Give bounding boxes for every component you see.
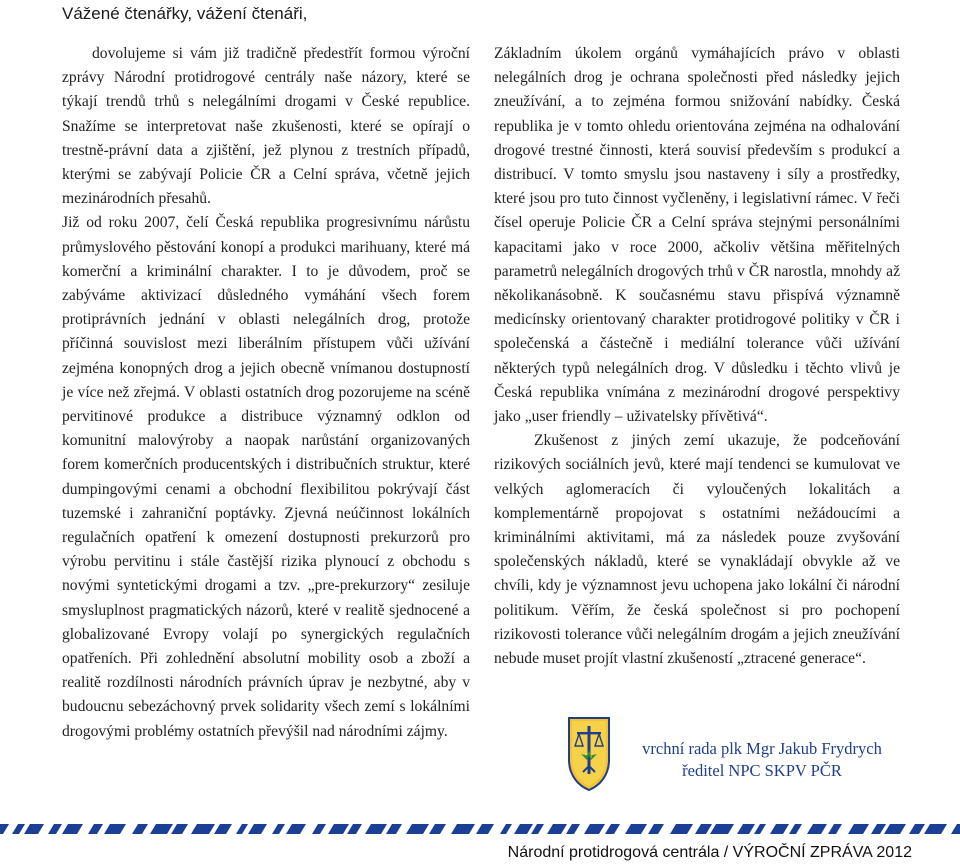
footer-stripe <box>770 824 789 834</box>
footer-stripe <box>514 824 533 834</box>
footer-stripe <box>236 824 248 834</box>
footer-stripe <box>347 824 362 834</box>
footer-stripe <box>807 824 827 834</box>
footer-stripe <box>104 824 126 834</box>
footer-stripe <box>625 824 647 834</box>
footer-stripe <box>406 824 429 834</box>
footer-stripe <box>150 824 173 834</box>
footer-stripe <box>0 824 9 834</box>
footer-stripe <box>566 824 580 834</box>
footer-stripe <box>48 824 62 834</box>
footer-stripe <box>909 824 925 834</box>
footer-stripe <box>386 824 402 834</box>
footer-stripe <box>924 824 947 834</box>
footer-stripe <box>531 824 544 834</box>
footer-stripe <box>476 824 494 834</box>
footer-stripe <box>848 824 869 834</box>
footer-stripe <box>171 824 188 834</box>
footer-stripe <box>62 824 83 834</box>
signature-text <box>622 738 902 782</box>
footer-stripe <box>429 824 446 834</box>
footer-stripe <box>695 824 712 834</box>
footer-text: Národní protidrogová centrála / VÝROČNÍ ZPRÁVA 2012 <box>507 844 912 861</box>
footer-stripe <box>132 824 148 834</box>
footer-stripe <box>951 824 960 834</box>
right-column <box>494 42 900 671</box>
footer-stripe <box>365 824 387 834</box>
footer <box>0 824 960 865</box>
footer-stripe <box>88 824 103 834</box>
footer-stripes <box>0 824 960 834</box>
footer-stripe <box>272 824 285 834</box>
footer-stripe <box>584 824 605 834</box>
footer-stripe <box>884 824 906 834</box>
footer-stripe <box>328 824 349 834</box>
footer-stripe <box>710 824 734 834</box>
footer-stripe <box>547 824 567 834</box>
signature-name: vrchní rada plk Mgr Jakub Frydrych <box>642 739 882 758</box>
footer-stripe <box>670 824 693 834</box>
signature-block <box>566 716 906 796</box>
footer-stripe <box>24 824 44 834</box>
footer-stripe <box>451 824 475 834</box>
footer-stripe <box>648 824 664 834</box>
left-paragraph-1: dovolujeme si vám již tradičně předestřít formou výroční zprávy Národní protidrogové centrály naše názory, které se týkají trendů trhů s nelegálními drogami v České republice. Snažíme se interpretovat naše zkušenosti, které se opírají o trestně-právní data a zjištění, jež plynou z trestních případů, kterými se zabývají Policie ČR a Celní správa, včetně jejich mezinárodních přesahů. <box>62 45 470 208</box>
footer-stripe <box>754 824 766 834</box>
footer-stripe <box>500 824 512 834</box>
footer-stripe <box>248 824 267 834</box>
right-paragraph-2: Zkušenost z jiných zemí ukazuje, že podceňování rizikových sociálních jevů, které mají tendenci se kumulovat ve velkých aglomeracích či vyloučených lokalitách a komplementárně propojovat s ostatními nežádoucími a kriminálními aktivitami, má za následek pouze zvyšování společenských nákladů, které se vynakládají obvykle až ve chvíli, kdy je významnost jevu uchopena jako lokální či národní politikum. Věřím, že česká společnost si pro pochopení rizikovosti tolerance vůči nelegálním drogám a jejich zneužívání nebude muset projít vlastní zkušeností „ztracené generace“. <box>494 432 900 668</box>
footer-stripe <box>191 824 215 834</box>
footer-stripe <box>871 824 886 834</box>
left-paragraph-2: Již od roku 2007, čelí Česká republika progresivnímu nárůstu průmyslového pěstování konopí a produkci marihuany, které má komerční a kriminální charakter. I to je důvodem, proč se zabýváme aktivizací důsledného vymáhání všech forem protiprávních jednání v oblasti nelegálních drog, protože příčinná souvislost mezi liberálním přístupem vůči užívání zejména konopných drog a jejich obecně vnímanou dostupností je více než zřejmá. V oblasti ostatních drog pozorujeme na scéně pervitinové produkce a distribuce významný odklon od komunitní malovýroby a naopak narůstání organizovaných forem komerčních producentských i distribučních struktur, které dumpingovými cenami a obchodní flexibilitou pokrývají část tuzemské i zahraniční poptávky. Zjevná neúčinnost lokálních regulačních opatření k omezení dostupnosti prekurzorů pro výrobu pervitinu i stále častější rizika plynoucí z obchodu s novými syntetickými drogami a tzv. „pre-prekurzory“ zesiluje smysluplnost pragmatických názorů, které v realitě sjednocené a globalizované Evropy volají po synergických regulačních opatřeních. Při zohlednění absolutní mobility osob a zboží a realitě rozdílnosti národních právních úprav je nezbytné, aby v budoucnu sebezáchovný prvek solidarity všech zemí s lokálními drogovými problémy ostatních převýšil nad národními zájmy. <box>62 214 470 740</box>
footer-stripe <box>605 824 620 834</box>
footer-stripe <box>737 824 755 834</box>
right-paragraph-1: Základním úkolem orgánů vymáhajících právo v oblasti nelegálních drog je ochrana společnosti před následky jejich zneužívání, a to zejména formou snižování nabídky. Česká republika je v tomto ohledu orientována zejména na odhalování drogové trestné činnosti, která souvisí především s produkcí a distribucí. V tomto smyslu jsou nastaveny i síly a prostředky, které jsou pro tuto činnost vyčleněny, i legislativní rámec. V řeči čísel operuje Policie ČR a Celní správa stejnými personálními kapacitami jako v roce 2000, ačkoliv většina měřitelných parametrů nelegálních drogových trhů v ČR narostla, mnohdy až několikanásobně. K současnému stavu přispívá významně medicínsky orientovaný charakter protidrogové politiky v ČR i společenská a částečně i mediální tolerance vůči užívání některých typů nelegálních drog. V důsledku i těchto vlivů je Česká republika vnímána z mezinárodní drogové perspektivy jako „user friendly – uživatelsky přívětivá“. <box>494 45 900 426</box>
left-column <box>62 42 470 744</box>
footer-stripe <box>286 824 306 834</box>
footer-stripe <box>828 824 842 834</box>
footer-stripe <box>789 824 802 834</box>
footer-stripe <box>12 824 25 834</box>
footer-stripe <box>312 824 326 834</box>
salutation: Vážené čtenářky, vážení čtenáři, <box>62 4 308 23</box>
signature-title: ředitel NPC SKPV PČR <box>682 761 842 780</box>
npc-shield-emblem-icon <box>566 716 612 792</box>
footer-stripe <box>214 824 232 834</box>
